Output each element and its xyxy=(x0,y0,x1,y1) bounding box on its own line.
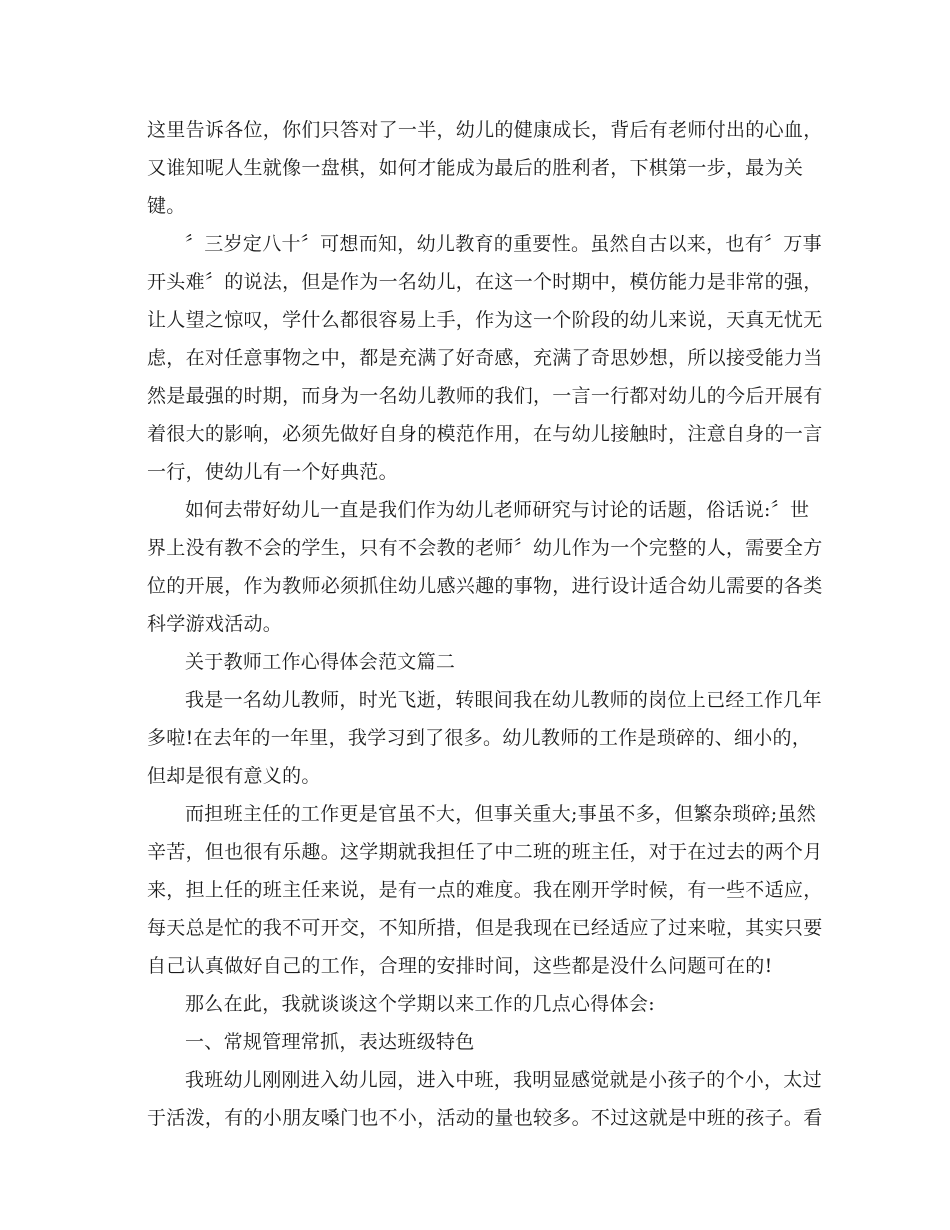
text-line: 虑，在对任意事物之中，都是充满了好奇感，充满了奇思妙想，所以接受能力当 xyxy=(147,347,823,369)
text-line: 于活泼，有的小朋友嗓门也不小，活动的量也较多。不过这就是中班的孩子。看 xyxy=(147,1107,823,1129)
text-line: 这里告诉各位，你们只答对了一半，幼儿的健康成长，背后有老师付出的心血， xyxy=(147,119,823,141)
paragraph-first-line: 我班幼儿刚刚进入幼儿园，进入中班，我明显感觉就是小孩子的个小，太过 xyxy=(185,1069,822,1091)
section-heading: 关于教师工作心得体会范文篇二 xyxy=(185,651,456,673)
paragraph-first-line: 如何去带好幼儿一直是我们作为幼儿老师研究与讨论的话题，俗话说:〞世 xyxy=(185,499,810,521)
text-line: 键。 xyxy=(147,195,186,217)
text-line: 科学游戏活动。 xyxy=(147,613,283,635)
subsection-heading: 一、常规管理常抓，表达班级特色 xyxy=(185,1031,475,1053)
text-line: 每天总是忙的我不可开交，不知所措，但是我现在已经适应了过来啦，其实只要 xyxy=(147,917,823,939)
text-line: 位的开展，作为教师必须抓住幼儿感兴趣的事物，进行设计适合幼儿需要的各类 xyxy=(147,575,823,597)
text-line: 辛苦，但也很有乐趣。这学期就我担任了中二班的班主任，对于在过去的两个月 xyxy=(147,841,823,863)
text-line: 让人望之惊叹，学什么都很容易上手，作为这一个阶段的幼儿来说，天真无忧无 xyxy=(147,309,823,331)
paragraph-first-line: 〞三岁定八十〞可想而知，幼儿教育的重要性。虽然自古以来，也有〞万事 xyxy=(185,233,822,255)
text-line: 又谁知呢人生就像一盘棋，如何才能成为最后的胜利者，下棋第一步，最为关 xyxy=(147,157,804,179)
text-line: 自己认真做好自己的工作，合理的安排时间，这些都是没什么问题可在的! xyxy=(147,955,773,977)
text-line: 但却是很有意义的。 xyxy=(147,765,321,787)
text-line: 然是最强的时期，而身为一名幼儿教师的我们，一言一行都对幼儿的今后开展有 xyxy=(147,385,823,407)
text-line: 多啦!在去年的一年里，我学习到了很多。幼儿教师的工作是琐碎的、细小的， xyxy=(147,727,812,749)
text-line: 来，担上任的班主任来说，是有一点的难度。我在刚开学时候，有一些不适应， xyxy=(147,879,823,901)
text-line: 着很大的影响，必须先做好自身的模范作用，在与幼儿接触时，注意自身的一言 xyxy=(147,423,823,445)
text-line: 界上没有教不会的学生，只有不会教的老师〞幼儿作为一个完整的人，需要全方 xyxy=(147,537,823,559)
paragraph-first-line: 我是一名幼儿教师，时光飞逝，转眼间我在幼儿教师的岗位上已经工作几年 xyxy=(185,689,822,711)
paragraph-first-line: 那么在此，我就谈谈这个学期以来工作的几点心得体会: xyxy=(185,993,655,1015)
text-line: 一行，使幼儿有一个好典范。 xyxy=(147,461,398,483)
text-line: 开头难〞的说法，但是作为一名幼儿，在这一个时期中，模仿能力是非常的强， xyxy=(147,271,823,293)
paragraph-first-line: 而担班主任的工作更是官虽不大，但事关重大;事虽不多，但繁杂琐碎;虽然 xyxy=(185,803,817,825)
